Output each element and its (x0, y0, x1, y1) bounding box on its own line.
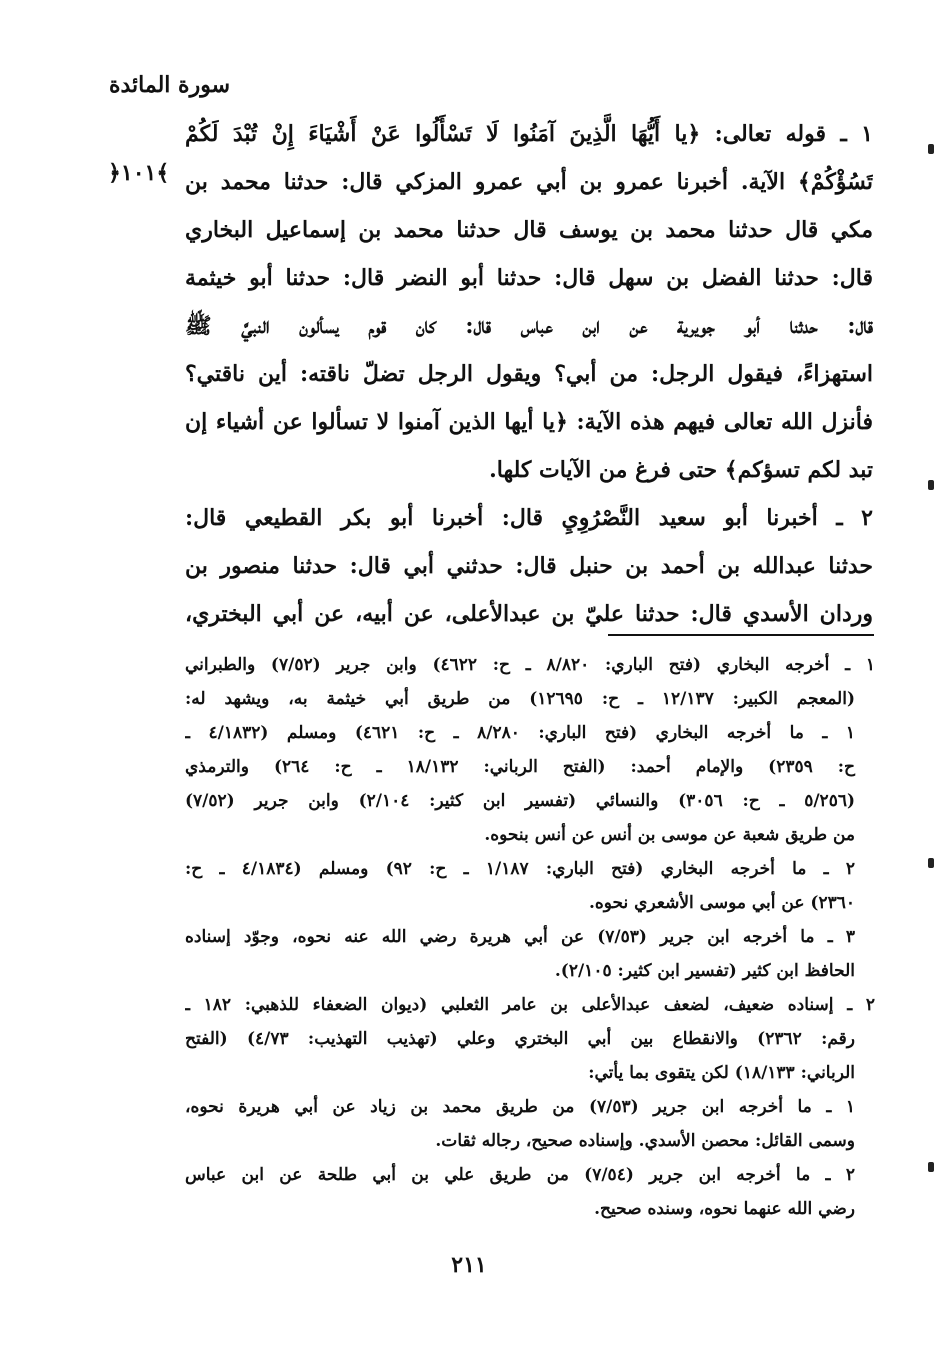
verse-number: ﴿١٠١﴾ (108, 160, 170, 186)
main-line: مكي قال حدثنا محمد بن يوسف قال حدثنا محمد بن إسماعيل البخاري (185, 217, 873, 243)
main-line: ١ ـ قوله تعالى: ﴿يا أَيُّهَا الَّذِينَ آمَنُوا لَا تَسْأَلُوا عَنْ أَشْيَاءَ إِنْ تُبْدَ لَكُمْ (185, 121, 873, 147)
main-line: ٢ ـ أخبرنا أبو سعيد النَّصْرُوِيِ قال: أخبرنا أبو بكر القطيعي قال: (185, 505, 873, 531)
main-line: استهزاءً، فيقول الرجل: من أبي؟ ويقول الرجل تضلّ ناقته: أين ناقتي؟ (185, 361, 873, 387)
surah-header: سورة المائدة (108, 72, 230, 98)
scan-mark (928, 480, 934, 490)
footnote-divider (608, 634, 874, 636)
footnote-line: ١ ـ ما أخرجه ابن جرير (٧/٥٣) من طريق محمد بن زياد عن أبي هريرة نحوه، (185, 1097, 856, 1117)
footnote-line: من طريق شعبة عن موسى بن أنس عن أنس بنحوه. (484, 825, 855, 845)
footnote-line: رقم: ٢٣٦٢) والانقطاع بين أبي البختري وعلي (تهذيب التهذيب: ٤/٧٣) (الفتح (185, 1029, 856, 1049)
footnote-line: الحافظ ابن كثير (تفسير ابن كثير: ٢/١٠٥). (554, 961, 855, 981)
footnote-line: ٢ ـ ما أخرجه البخاري (فتح الباري: ١/١٨٧ ـ ح: ٩٢) ومسلم (٤/١٨٣٤ ـ ح: (185, 859, 855, 879)
page-number: ٢١١ (451, 1252, 487, 1278)
main-line: حدثنا عبدالله بن أحمد بن حنبل قال: حدثني أبي قال: حدثنا منصور بن (185, 553, 873, 579)
main-text (185, 110, 873, 638)
main-line: قال: حدثنا الفضل بن سهل قال: حدثنا أبو النضر قال: حدثنا أبو خيثمة (185, 265, 873, 291)
scan-mark (928, 858, 934, 868)
footnote-line: ٢٣٦٠) عن أبي موسى الأشعري نحوه. (588, 893, 855, 913)
footnote-line: (٥/٢٥٦ ـ ح: ٣٠٥٦) والنسائي (تفسير ابن كثير: ٢/١٠٤) وابن جرير (٧/٥٢) (185, 791, 855, 811)
footnote-line: ١ ـ ما أخرجه البخاري (فتح الباري: ٨/٢٨٠ ـ ح: ٤٦٢١) ومسلم (٤/١٨٣٢ ـ (185, 723, 855, 743)
footnote-line: ٣ ـ ما أخرجه ابن جرير (٧/٥٣) عن أبي هريرة رضي الله عنه نحوه، وجوّد إسناده (185, 927, 855, 947)
scan-mark (928, 1162, 934, 1172)
footnote-line: الرباني: ١٨/١٣٣) لكن يتقوى بما يأتي: (588, 1063, 855, 1083)
footnote-line: ١ ـ أخرجه البخاري (فتح الباري: ٨/٨٢٠ ـ ح: ٤٦٢٢) وابن جرير (٧/٥٢) والطبراني (185, 655, 875, 675)
footnote-line: ٢ ـ ما أخرجه ابن جرير (٧/٥٤) من طريق علي بن أبي طلحة عن ابن عباس (185, 1165, 855, 1185)
footnote-line: ح: ٢٣٥٩) والإمام أحمد: (الفتح الرباني: ١٨/١٣٢ ـ ح: ٢٦٤) والترمذي (185, 757, 856, 777)
footnote-line: رضي الله عنهما نحوه، وسنده صحيح. (594, 1199, 855, 1219)
footnote-line: ٢ ـ إسناده ضعيف، لضعف عبدالأعلى بن عامر الثعلبي (ديوان الضعفاء للذهبي: ١٨٢ ـ (185, 995, 875, 1015)
footnote-line: (المعجم الكبير: ١٢/١٣٧ ـ ح: ١٢٦٩٥) من طريق أبي خيثمة به، ويشهد له: (185, 689, 855, 709)
footnote-line: وسمى القائل: محصن الأسدي. وإسناده صحيح، رجاله ثقات. (435, 1131, 855, 1151)
footnotes (185, 648, 875, 1226)
main-line: فأنزل الله تعالى فيهم هذه الآية: ﴿يا أيها الذين آمنوا لا تسألوا عن أشياء إن (185, 409, 873, 435)
main-line: تَسُؤْكُمْ﴾ الآية. أخبرنا عمرو بن أبي عمرو المزكي قال: حدثنا محمد بن (185, 169, 873, 195)
scan-mark (928, 144, 934, 154)
main-line: وردان الأسدي قال: حدثنا عليّ بن عبدالأعلى، عن أبيه، عن أبي البختري، (185, 601, 873, 627)
main-line: قال: حدثنا أبو جويرية عن ابن عباس قال: كان قوم يسألون النبيَّ ﷺ (185, 313, 873, 339)
main-line: تبد لكم تسؤكم﴾ حتى فرغ من الآيات كلها. (489, 457, 873, 483)
